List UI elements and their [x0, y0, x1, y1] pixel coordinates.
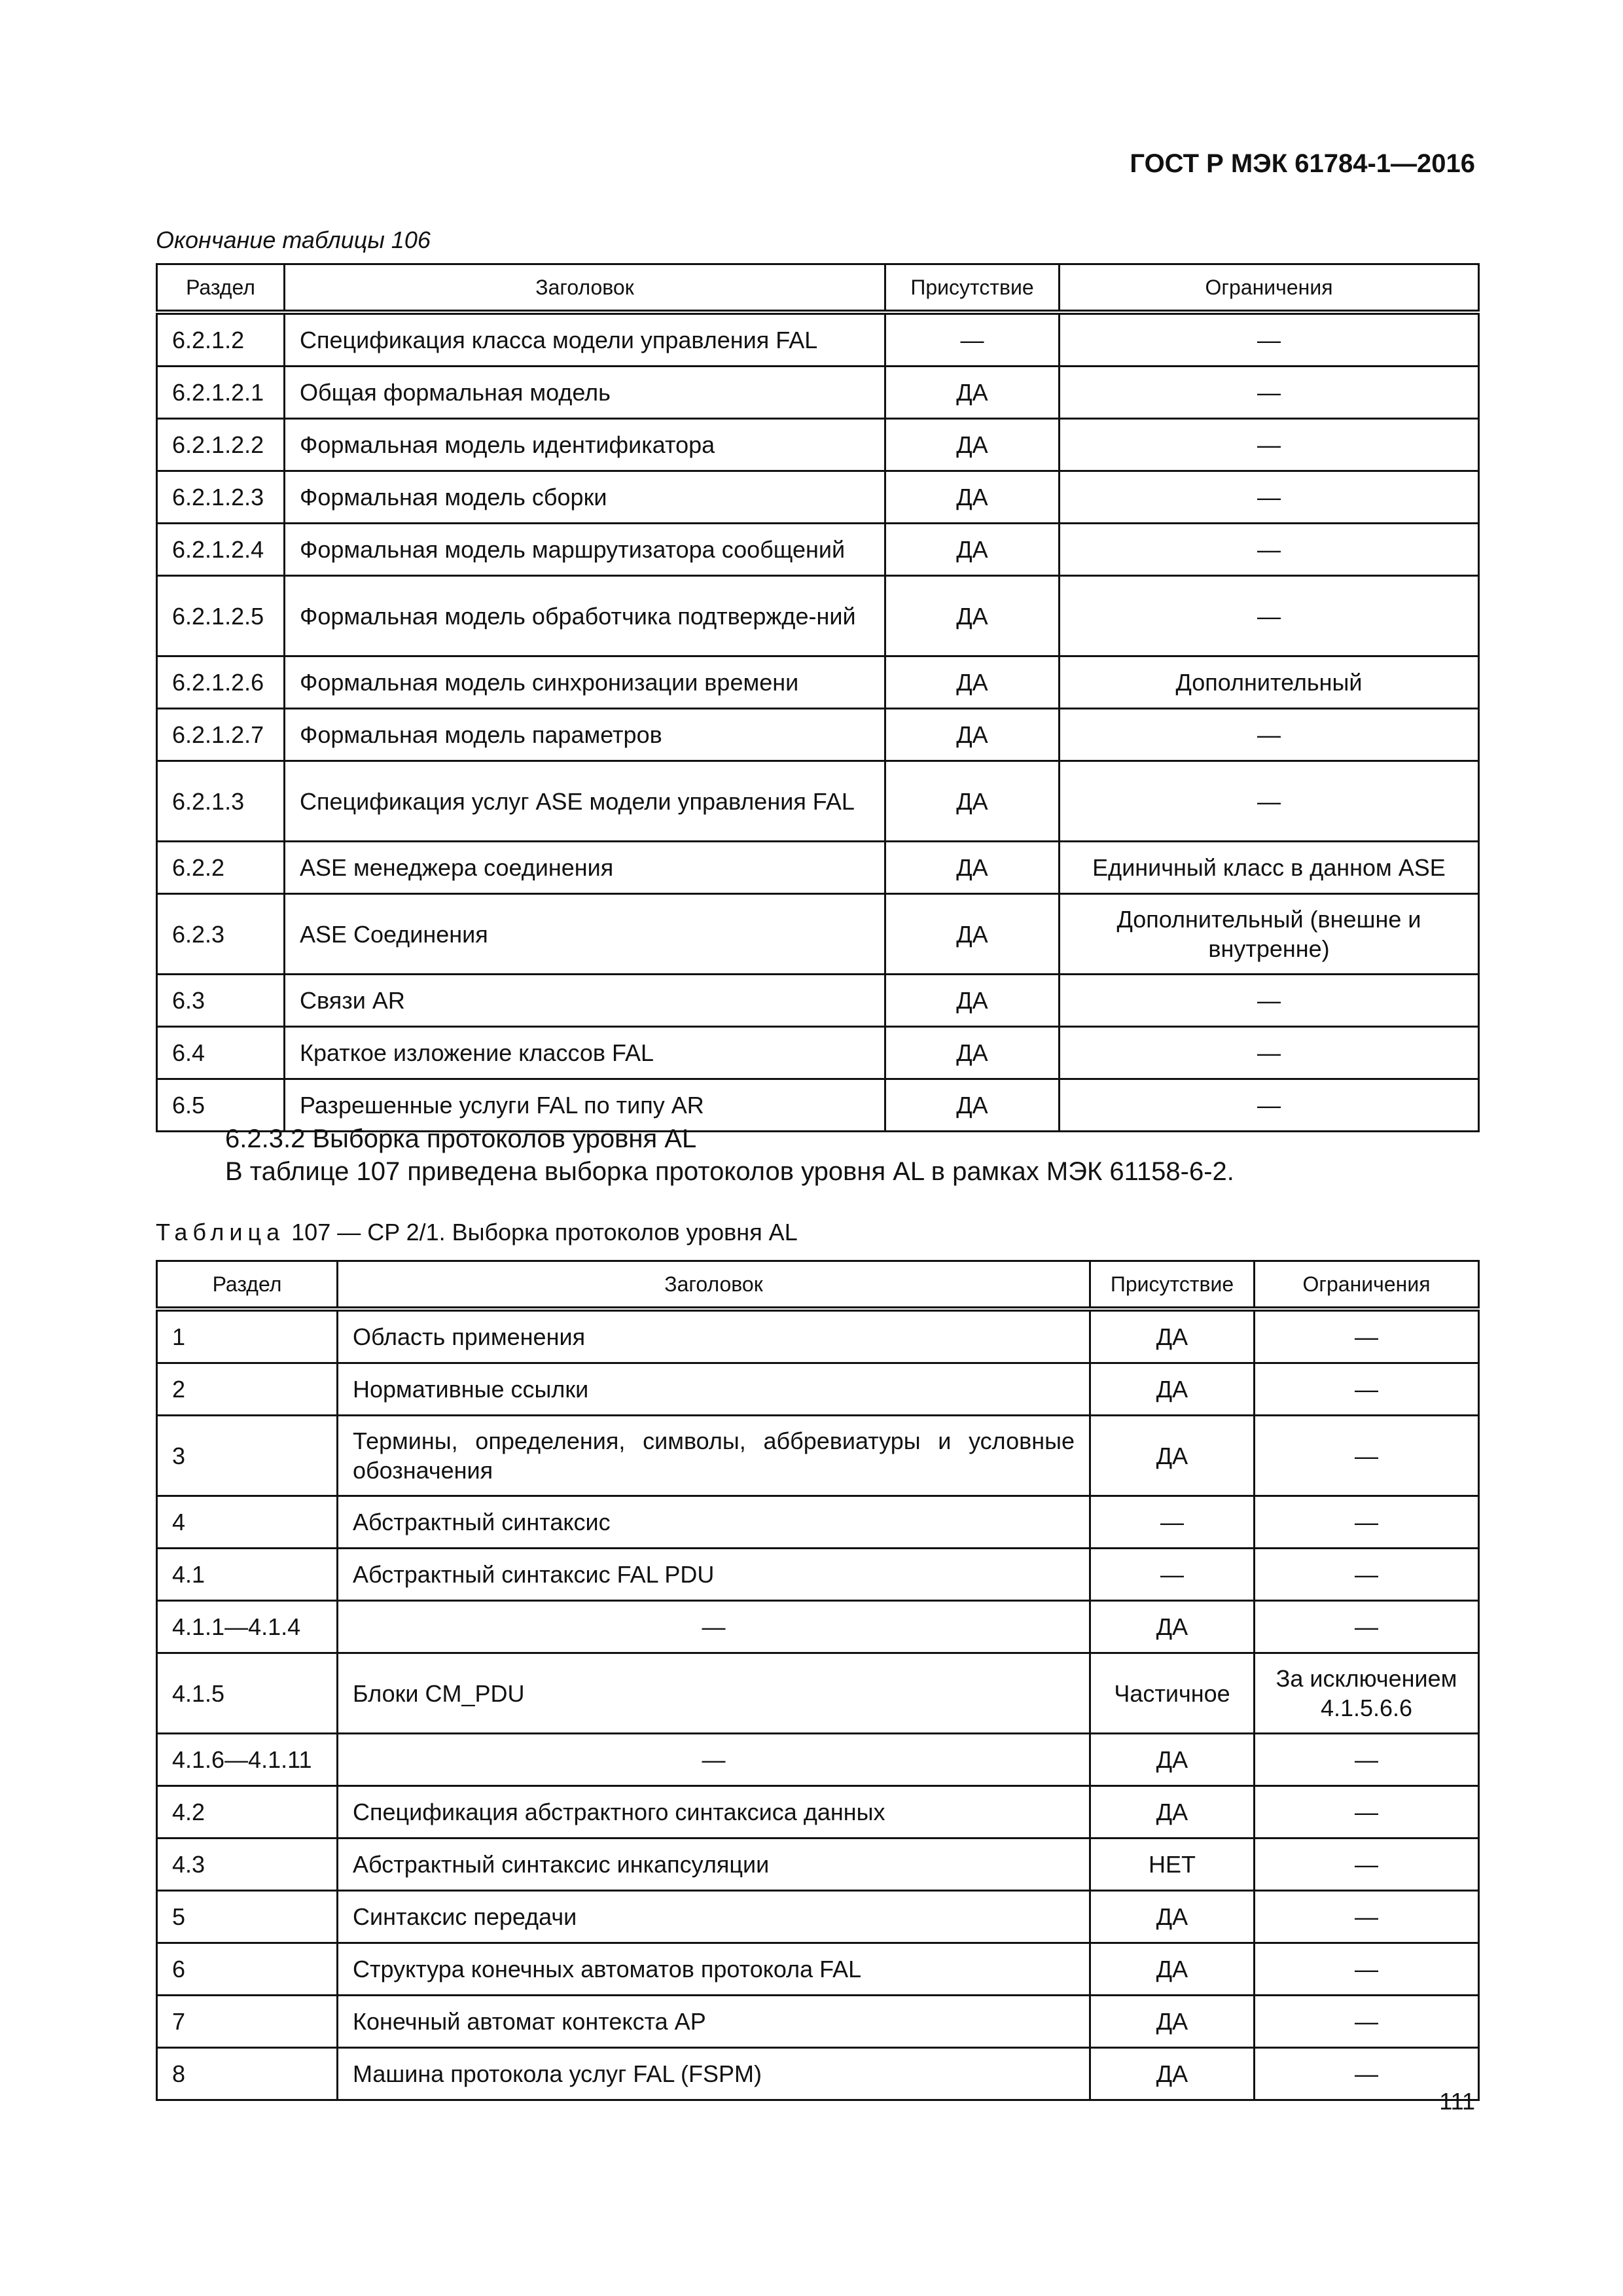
cell-presence: ДА — [885, 709, 1060, 761]
cell-restrictions: Дополнительный (внешне и внутренне) — [1060, 894, 1479, 975]
cell-title: Машина протокола услуг FAL (FSPM) — [338, 2048, 1090, 2100]
cell-presence: ДА — [1090, 1943, 1255, 1996]
column-header-title: Заголовок — [285, 264, 885, 313]
cell-presence: ДА — [885, 1079, 1060, 1132]
cell-section: 4 — [157, 1496, 338, 1549]
table-row — [157, 1416, 1479, 1496]
cell-restrictions: — — [1255, 1786, 1479, 1839]
cell-section: 4.1.1—4.1.4 — [157, 1601, 338, 1653]
cell-restrictions: — — [1060, 1027, 1479, 1079]
cell-restrictions: За исключением 4.1.5.6.6 — [1255, 1653, 1479, 1734]
cell-restrictions: — — [1060, 312, 1479, 367]
cell-title: — — [338, 1734, 1090, 1786]
section-block — [225, 1122, 1234, 1188]
cell-section: 5 — [157, 1891, 338, 1943]
cell-title: Формальная модель сборки — [285, 471, 885, 524]
table-row — [157, 419, 1479, 471]
section-text: В таблице 107 приведена выборка протоколов уровня AL в рамках МЭК 61158-6-2. — [225, 1157, 1234, 1186]
cell-restrictions: — — [1255, 1601, 1479, 1653]
table-row — [157, 1601, 1479, 1653]
page-number: 111 — [1439, 2088, 1475, 2115]
cell-section: 6.2.1.3 — [157, 761, 285, 842]
table-row — [157, 1891, 1479, 1943]
cell-restrictions: — — [1255, 1363, 1479, 1416]
table-row — [157, 709, 1479, 761]
cell-title: Формальная модель синхронизации времени — [285, 656, 885, 709]
cell-restrictions: — — [1060, 367, 1479, 419]
cell-section: 4.3 — [157, 1839, 338, 1891]
cell-restrictions: — — [1255, 1943, 1479, 1996]
table-row — [157, 975, 1479, 1027]
cell-section: 6.2.1.2.7 — [157, 709, 285, 761]
cell-title: Спецификация абстрактного синтаксиса данных — [338, 1786, 1090, 1839]
cell-presence: ДА — [885, 761, 1060, 842]
column-header-section: Раздел — [157, 1261, 338, 1310]
cell-presence: ДА — [885, 471, 1060, 524]
table-caption-label: Таблица — [156, 1219, 285, 1246]
cell-section: 6.2.1.2.2 — [157, 419, 285, 471]
table-row — [157, 1496, 1479, 1549]
table-row — [157, 842, 1479, 894]
cell-section: 3 — [157, 1416, 338, 1496]
column-header-title: Заголовок — [338, 1261, 1090, 1310]
cell-title: ASE менеджера соединения — [285, 842, 885, 894]
cell-section: 6.2.1.2.3 — [157, 471, 285, 524]
cell-title: Абстрактный синтаксис инкапсуляции — [338, 1839, 1090, 1891]
cell-presence: — — [1090, 1549, 1255, 1601]
cell-presence: ДА — [885, 524, 1060, 576]
cell-restrictions: — — [1060, 524, 1479, 576]
table-row — [157, 1363, 1479, 1416]
cell-section: 4.1 — [157, 1549, 338, 1601]
cell-section: 6 — [157, 1943, 338, 1996]
cell-restrictions: — — [1255, 1416, 1479, 1496]
cell-presence: ДА — [1090, 1601, 1255, 1653]
table-row — [157, 1996, 1479, 2048]
cell-title: — — [338, 1601, 1090, 1653]
cell-title: Связи AR — [285, 975, 885, 1027]
cell-restrictions: — — [1060, 471, 1479, 524]
table-row — [157, 367, 1479, 419]
cell-presence: ДА — [1090, 1786, 1255, 1839]
cell-presence: НЕТ — [1090, 1839, 1255, 1891]
cell-presence: ДА — [885, 975, 1060, 1027]
cell-section: 6.2.3 — [157, 894, 285, 975]
column-header-presence: Присутствие — [885, 264, 1060, 313]
cell-presence: — — [1090, 1496, 1255, 1549]
cell-presence: ДА — [885, 419, 1060, 471]
cell-restrictions: Единичный класс в данном ASE — [1060, 842, 1479, 894]
cell-restrictions: — — [1060, 975, 1479, 1027]
cell-title: ASE Соединения — [285, 894, 885, 975]
cell-presence: ДА — [1090, 2048, 1255, 2100]
table-row — [157, 471, 1479, 524]
table-row — [157, 1786, 1479, 1839]
cell-title: Структура конечных автоматов протокола FAL — [338, 1943, 1090, 1996]
cell-section: 6.2.1.2.6 — [157, 656, 285, 709]
cell-title: Спецификация услуг ASE модели управления FAL — [285, 761, 885, 842]
cell-title: Формальная модель идентификатора — [285, 419, 885, 471]
column-header-restrictions: Ограничения — [1060, 264, 1479, 313]
table-106 — [156, 263, 1480, 1132]
cell-presence: ДА — [885, 576, 1060, 656]
cell-title: Формальная модель параметров — [285, 709, 885, 761]
cell-presence: ДА — [1090, 1891, 1255, 1943]
cell-presence: ДА — [1090, 1996, 1255, 2048]
cell-section: 6.2.1.2.4 — [157, 524, 285, 576]
cell-section: 6.2.1.2.1 — [157, 367, 285, 419]
cell-section: 6.3 — [157, 975, 285, 1027]
cell-restrictions: — — [1060, 419, 1479, 471]
cell-presence: — — [885, 312, 1060, 367]
cell-title: Формальная модель обработчика подтвержде-ний — [285, 576, 885, 656]
cell-title: Спецификация класса модели управления FAL — [285, 312, 885, 367]
table-header-row — [157, 1261, 1479, 1310]
cell-presence: ДА — [1090, 1309, 1255, 1363]
cell-presence: ДА — [1090, 1363, 1255, 1416]
cell-section: 7 — [157, 1996, 338, 2048]
cell-presence: Частичное — [1090, 1653, 1255, 1734]
cell-title: Разрешенные услуги FAL по типу AR — [285, 1079, 885, 1132]
cell-title: Формальная модель маршрутизатора сообщений — [285, 524, 885, 576]
cell-title: Краткое изложение классов FAL — [285, 1027, 885, 1079]
cell-title: Область применения — [338, 1309, 1090, 1363]
cell-title: Конечный автомат контекста AP — [338, 1996, 1090, 2048]
table-row — [157, 524, 1479, 576]
cell-restrictions: — — [1060, 1079, 1479, 1132]
cell-section: 6.2.2 — [157, 842, 285, 894]
column-header-section: Раздел — [157, 264, 285, 313]
table-row — [157, 312, 1479, 367]
table-row — [157, 1839, 1479, 1891]
cell-restrictions: — — [1255, 1839, 1479, 1891]
cell-presence: ДА — [1090, 1416, 1255, 1496]
cell-presence: ДА — [885, 894, 1060, 975]
section-heading: 6.2.3.2 Выборка протоколов уровня AL — [225, 1124, 697, 1153]
column-header-restrictions: Ограничения — [1255, 1261, 1479, 1310]
cell-section: 4.1.5 — [157, 1653, 338, 1734]
cell-restrictions: — — [1255, 1309, 1479, 1363]
table-header-row — [157, 264, 1479, 313]
table-row — [157, 656, 1479, 709]
cell-restrictions: — — [1255, 1734, 1479, 1786]
cell-section: 6.5 — [157, 1079, 285, 1132]
document-standard-id: ГОСТ Р МЭК 61784-1—2016 — [1130, 149, 1475, 178]
cell-restrictions: — — [1060, 709, 1479, 761]
cell-restrictions: — — [1255, 2048, 1479, 2100]
table-row — [157, 1653, 1479, 1734]
cell-presence: ДА — [885, 842, 1060, 894]
cell-section: 6.2.1.2 — [157, 312, 285, 367]
cell-presence: ДА — [885, 367, 1060, 419]
table-row — [157, 2048, 1479, 2100]
cell-section: 6.2.1.2.5 — [157, 576, 285, 656]
cell-section: 4.2 — [157, 1786, 338, 1839]
table-row — [157, 1309, 1479, 1363]
cell-title: Блоки CM_PDU — [338, 1653, 1090, 1734]
cell-restrictions: — — [1255, 1996, 1479, 2048]
cell-title: Синтаксис передачи — [338, 1891, 1090, 1943]
cell-restrictions: Дополнительный — [1060, 656, 1479, 709]
cell-restrictions: — — [1060, 761, 1479, 842]
cell-title: Абстрактный синтаксис — [338, 1496, 1090, 1549]
table-continuation-label: Окончание таблицы 106 — [156, 226, 431, 253]
cell-title: Общая формальная модель — [285, 367, 885, 419]
table-caption-text: 107 — CP 2/1. Выборка протоколов уровня AL — [285, 1219, 798, 1246]
table-row — [157, 1734, 1479, 1786]
cell-restrictions: — — [1060, 576, 1479, 656]
cell-presence: ДА — [885, 656, 1060, 709]
cell-section: 1 — [157, 1309, 338, 1363]
cell-title: Нормативные ссылки — [338, 1363, 1090, 1416]
cell-title: Абстрактный синтаксис FAL PDU — [338, 1549, 1090, 1601]
table-107-caption — [156, 1219, 798, 1246]
table-row — [157, 1549, 1479, 1601]
cell-title: Термины, определения, символы, аббревиатуры и условные обозначения — [338, 1416, 1090, 1496]
column-header-presence: Присутствие — [1090, 1261, 1255, 1310]
table-row — [157, 761, 1479, 842]
cell-restrictions: — — [1255, 1549, 1479, 1601]
table-row — [157, 1027, 1479, 1079]
table-107 — [156, 1260, 1480, 2101]
table-row — [157, 894, 1479, 975]
cell-presence: ДА — [1090, 1734, 1255, 1786]
cell-section: 4.1.6—4.1.11 — [157, 1734, 338, 1786]
table-row — [157, 1943, 1479, 1996]
table-row — [157, 576, 1479, 656]
cell-section: 6.4 — [157, 1027, 285, 1079]
cell-presence: ДА — [885, 1027, 1060, 1079]
cell-section: 8 — [157, 2048, 338, 2100]
cell-restrictions: — — [1255, 1496, 1479, 1549]
cell-section: 2 — [157, 1363, 338, 1416]
cell-restrictions: — — [1255, 1891, 1479, 1943]
